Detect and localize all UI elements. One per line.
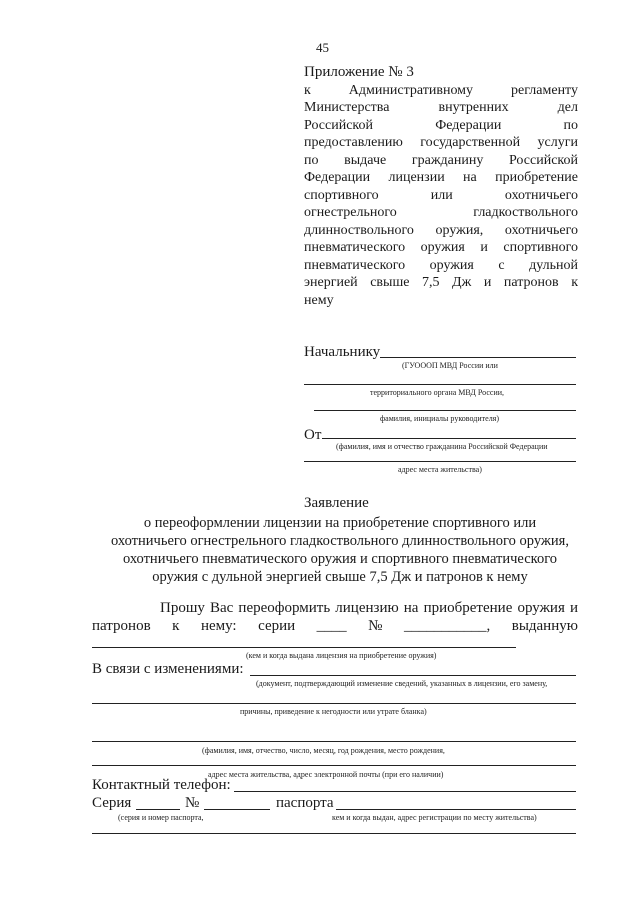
statement-subject <box>90 514 590 586</box>
caption-reasons: причины, приведение к негодности или утрате бланка) <box>240 707 427 716</box>
appendix-line: Российской Федерации по <box>304 117 578 133</box>
caption-applicant: (фамилия, имя и отчество гражданина Российской Федерации <box>336 442 548 451</box>
applicant-field[interactable] <box>322 438 576 439</box>
passport-issued-field[interactable] <box>336 809 576 810</box>
contacts-field[interactable] <box>92 765 576 766</box>
from-label: От <box>304 427 322 443</box>
appendix-line: огнестрельного гладкоствольного <box>304 205 578 220</box>
request-line-1: Прошу Вас переоформить лицензию на приобретение оружия и <box>160 600 578 616</box>
caption-gu: (ГУОООП МВД России или <box>402 361 498 370</box>
phone-label: Контактный телефон: <box>92 777 231 793</box>
request-word: нему: <box>200 618 237 634</box>
statement-line: оружия с дульной энергией свыше 7,5 Дж и патронов к нему <box>152 569 528 585</box>
registration-field[interactable] <box>92 833 576 834</box>
appendix-line: пневматического оружия с дульной <box>304 257 578 273</box>
head-name-field[interactable] <box>314 410 576 411</box>
address-field[interactable] <box>304 461 576 462</box>
caption-territorial: территориального органа МВД России, <box>370 388 505 397</box>
appendix-line: спортивного или охотничьего <box>304 187 578 203</box>
page-number: 45 <box>316 40 329 55</box>
appendix-line: нему <box>304 292 334 308</box>
chief-field[interactable] <box>380 357 576 358</box>
passport-label: паспорта <box>276 795 334 811</box>
changes-label: В связи с изменениями: <box>92 661 244 677</box>
caption-passport-issued: кем и когда выдан, адрес регистрации по месту жительства) <box>332 813 537 822</box>
chief-label: Начальнику <box>304 344 381 360</box>
personal-data-field[interactable] <box>92 741 576 742</box>
caption-address: адрес места жительства) <box>398 465 482 474</box>
request-word: выданную <box>511 618 578 634</box>
appendix-line: пневматического оружия и спортивного <box>304 240 578 255</box>
caption-document: (документ, подтверждающий изменение сведений, указанных в лицензии, его замену, <box>256 679 548 688</box>
license-series-field[interactable]: ____ <box>316 618 347 634</box>
appendix-header <box>304 64 578 309</box>
caption-issued: (кем и когда выдана лицензия на приобретение оружия) <box>246 651 437 660</box>
request-word: серии <box>258 618 296 634</box>
request-word: патронов <box>92 618 151 634</box>
appendix-title: Приложение № 3 <box>304 64 414 80</box>
caption-passport: (серия и номер паспорта, <box>118 813 204 822</box>
caption-contacts: адрес места жительства, адрес электронной почты (при его наличии) <box>208 770 444 779</box>
caption-head: фамилия, инициалы руководителя) <box>380 414 500 423</box>
passport-number-field[interactable] <box>204 809 270 810</box>
changes-field-2[interactable] <box>92 703 576 704</box>
changes-field[interactable] <box>250 675 576 676</box>
appendix-line: длинноствольного оружия, охотничьего <box>304 222 578 238</box>
appendix-line: к Административному регламенту <box>304 82 578 98</box>
number-label: № <box>185 795 200 811</box>
caption-personal: (фамилия, имя, отчество, число, месяц, год рождения, место рождения, <box>202 746 445 755</box>
passport-series-field[interactable] <box>136 809 180 810</box>
appendix-line: энергией свыше 7,5 Дж и патронов к <box>304 275 578 290</box>
license-number-field[interactable]: ___________, <box>403 618 491 634</box>
territorial-field[interactable] <box>304 384 576 385</box>
appendix-line: Федерации лицензии на приобретение <box>304 170 578 185</box>
statement-line: о переоформлении лицензии на приобретение спортивного или <box>143 515 537 531</box>
appendix-line: по выдаче гражданину Российской <box>304 152 578 168</box>
statement-line: охотничьего огнестрельного гладкоствольного длинноствольного оружия, <box>111 533 569 549</box>
series-label: Серия <box>92 795 132 811</box>
request-line-2 <box>92 618 578 635</box>
appendix-line: Министерства внутренних дел <box>304 100 578 115</box>
request-word: № <box>368 618 383 634</box>
license-issued-field[interactable] <box>92 647 516 648</box>
request-word: к <box>172 618 180 634</box>
phone-field[interactable] <box>234 791 576 792</box>
statement-line: охотничьего пневматического оружия и спортивного пневматического <box>122 551 558 567</box>
appendix-line: предоставлению государственной услуги <box>304 135 578 150</box>
statement-heading: Заявление <box>304 495 369 511</box>
